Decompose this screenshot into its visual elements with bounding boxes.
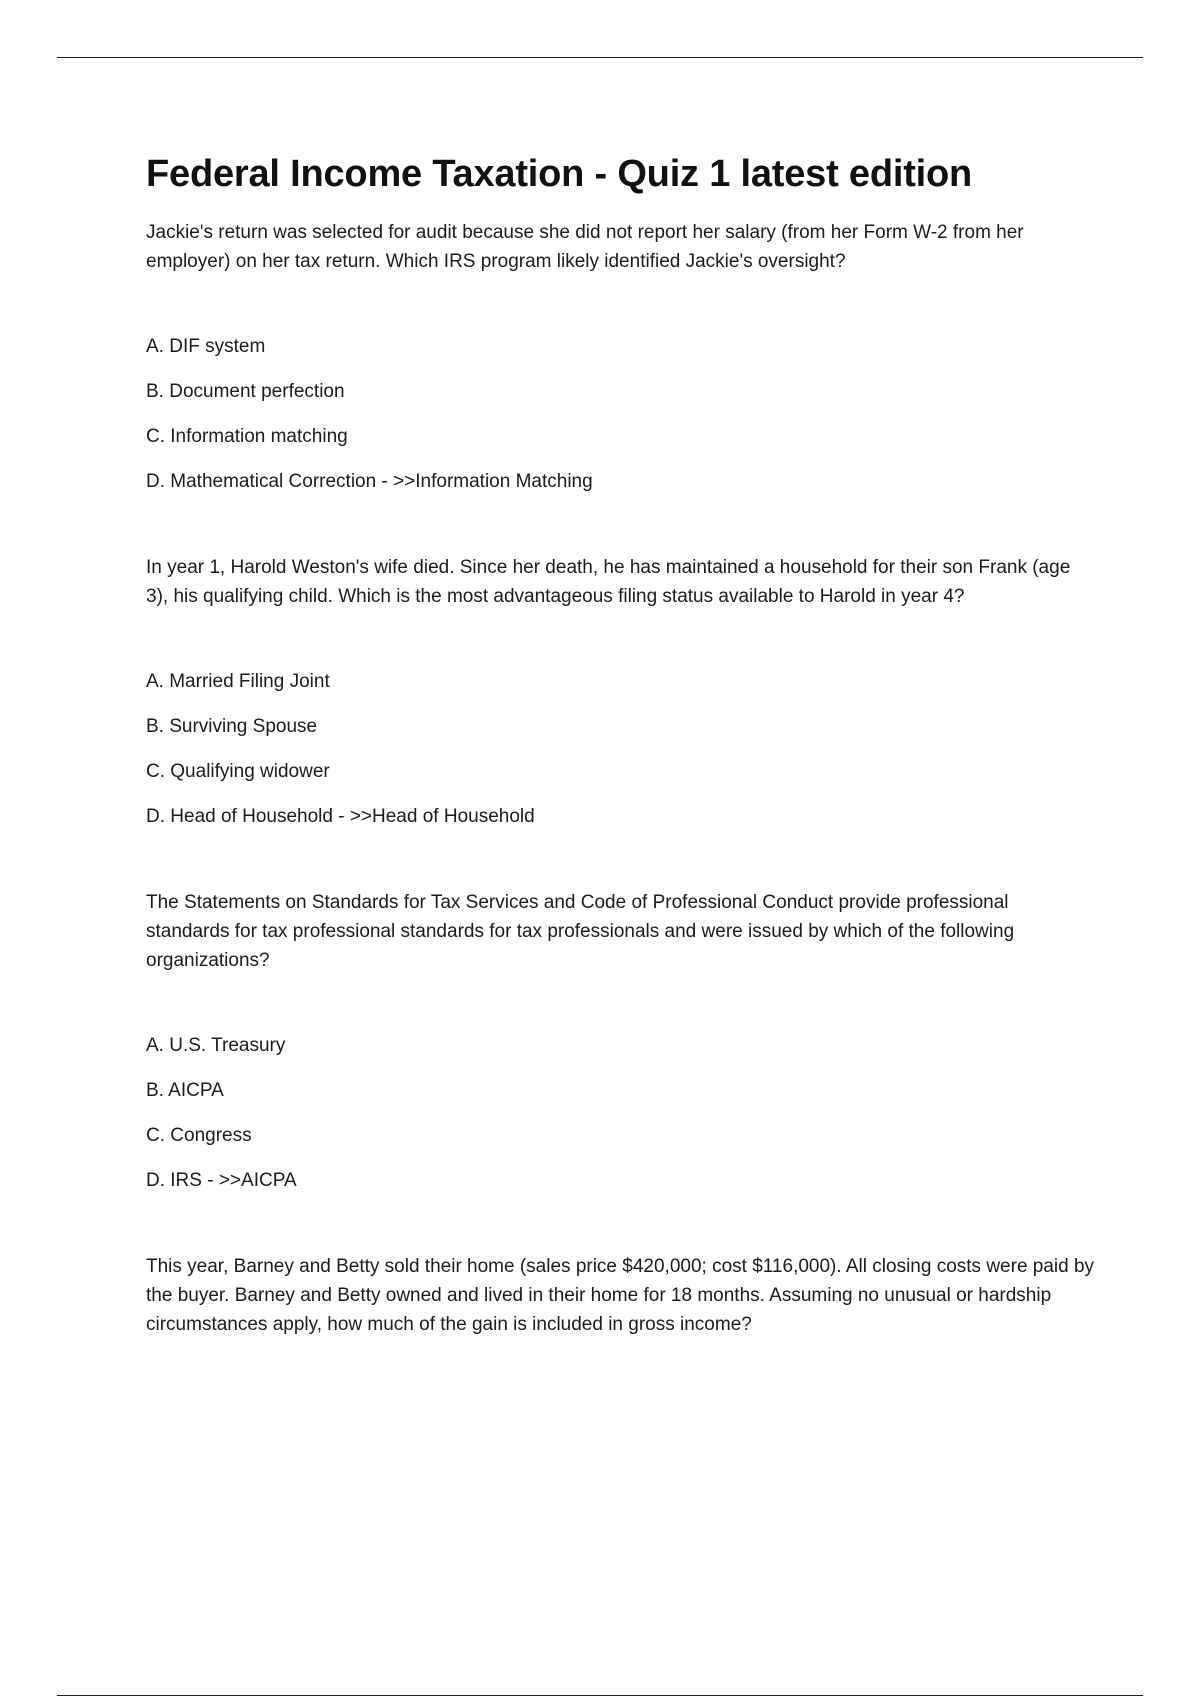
option-a: A. DIF system bbox=[146, 336, 266, 357]
top-rule bbox=[57, 57, 1143, 58]
question-3 bbox=[146, 888, 1096, 1194]
answer-options bbox=[146, 334, 1096, 495]
option-c: C. Congress bbox=[146, 1125, 252, 1146]
option-b: B. Surviving Spouse bbox=[146, 716, 318, 737]
option-d: D. IRS - >>AICPA bbox=[146, 1170, 297, 1191]
question-text: In year 1, Harold Weston's wife died. Since her death, he has maintained a household for their son Frank (age 3), his qualifying child. Which is the most advantageous filing status available to Harold in year 4? bbox=[146, 557, 1071, 607]
option-d: D. Head of Household - >>Head of Household bbox=[146, 806, 535, 827]
option-c: C. Qualifying widower bbox=[146, 761, 330, 782]
question-1 bbox=[146, 218, 1096, 495]
option-b: B. Document perfection bbox=[146, 381, 345, 402]
question-text: Jackie's return was selected for audit because she did not report her salary (from her Form W-2 from her employer) on her tax return. Which IRS program likely identified Jackie's oversight? bbox=[146, 222, 1024, 272]
option-a: A. Married Filing Joint bbox=[146, 671, 330, 692]
question-text: This year, Barney and Betty sold their home (sales price $420,000; cost $116,000). All closing costs were paid by the buyer. Barney and Betty owned and lived in their home for 18 months. Assuming no unusual or hardship circumstances apply, how much of the gain is included in gross income? bbox=[146, 1256, 1095, 1335]
question-4 bbox=[146, 1252, 1096, 1339]
question-2 bbox=[146, 553, 1096, 830]
answer-options bbox=[146, 669, 1096, 830]
bottom-rule bbox=[57, 1695, 1143, 1696]
option-d: D. Mathematical Correction - >>Information Matching bbox=[146, 471, 593, 492]
question-text: The Statements on Standards for Tax Services and Code of Professional Conduct provide professional standards for tax professional standards for tax professionals and were issued by which of the following organizations? bbox=[146, 892, 1015, 971]
document-title: Federal Income Taxation - Quiz 1 latest edition bbox=[146, 153, 973, 195]
answer-options bbox=[146, 1033, 1096, 1194]
option-c: C. Information matching bbox=[146, 426, 348, 447]
document-body bbox=[146, 148, 1096, 1397]
option-b: B. AICPA bbox=[146, 1080, 224, 1101]
option-a: A. U.S. Treasury bbox=[146, 1035, 286, 1056]
